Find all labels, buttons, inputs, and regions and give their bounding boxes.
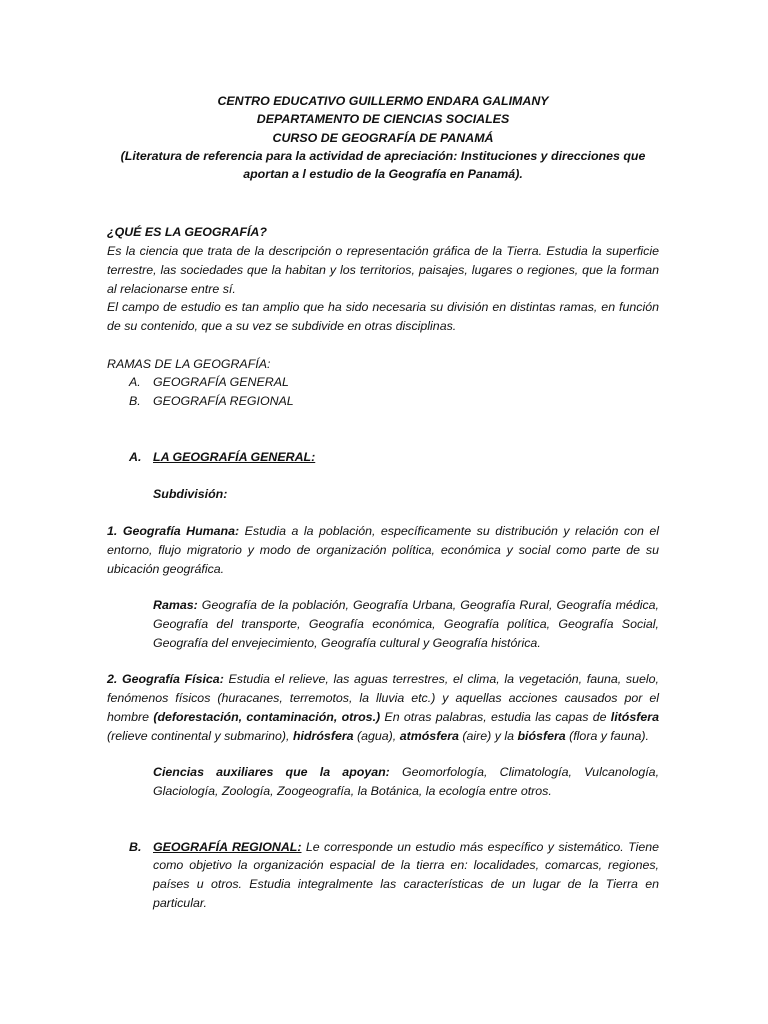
scope-paragraph: El campo de estudio es tan amplio que ha sido necesaria su división en distintas ramas, en función de su contenido, que a su vez se subdivide en otras disciplinas.	[107, 300, 659, 333]
section-heading-general: LA GEOGRAFÍA GENERAL:	[153, 449, 316, 464]
fisica-text: (agua),	[353, 728, 400, 743]
school-name: CENTRO EDUCATIVO GUILLERMO ENDARA GALIMANY	[217, 94, 549, 108]
spacer	[107, 745, 659, 763]
spacer	[107, 183, 659, 223]
document-body	[107, 92, 659, 912]
fisica-text: En otras palabras, estudia las capas de	[380, 709, 611, 724]
list-item	[107, 392, 659, 411]
document-header	[107, 92, 659, 183]
spacer	[107, 801, 659, 838]
fisica-text: (flora y fauna).	[565, 728, 650, 743]
humana-ramas-text: Geografía de la población, Geografía Urbana, Geografía Rural, Geografía médica, Geografía del transporte, Geografía económica, Geografía política, Geografía Social, Geografía del envejecimiento, Geografía cultural y Geografía histórica.	[153, 598, 659, 650]
fisica-text: Estudia el relieve, las aguas terrestres, el clima, la vegetación, fauna, suelo, fenómenos físicos (huracanes, terremotos, la lluvia etc.) y aquellas acciones causados por el hombre	[107, 672, 659, 724]
humana-ramas-paragraph	[107, 596, 659, 652]
spacer	[107, 578, 659, 596]
list-item	[107, 373, 659, 392]
regional-text: Le corresponde un estudio más específico y sistemático. Tiene como objetivo la organización espacial de la tierra en: localidades, comarcas, regiones, países u otros. Estudia integralmente las características de un lugar de la Tierra en particular.	[153, 839, 659, 910]
fisica-text: (relieve continental y submarino),	[107, 728, 293, 743]
fisica-human-actions: (deforestación, contaminación, otros.)	[153, 709, 381, 724]
course-name: CURSO DE GEOGRAFÍA DE PANAMÁ	[272, 130, 494, 145]
ciencias-auxiliares-label: Ciencias auxiliares que la apoyan:	[153, 765, 390, 780]
spacer	[107, 336, 659, 355]
ciencias-auxiliares-text: Geomorfología, Climatología, Vulcanología, Glaciología, Zoología, Zoogeografía, la Botánica, la ecología entre otros.	[153, 765, 660, 798]
section-general	[107, 448, 659, 467]
section-heading-que-es: ¿QUÉ ES LA GEOGRAFÍA?	[107, 225, 267, 240]
ramas-list	[107, 373, 659, 410]
ciencias-auxiliares-paragraph	[107, 763, 659, 800]
term-atmosfera: atmósfera	[399, 728, 459, 743]
list-item-label: GEOGRAFÍA GENERAL	[153, 375, 289, 390]
section-heading-regional: GEOGRAFÍA REGIONAL:	[153, 839, 302, 854]
geografia-humana-paragraph	[107, 522, 659, 578]
regional-paragraph	[153, 838, 659, 913]
humana-ramas-label: Ramas:	[153, 598, 198, 613]
geografia-fisica-paragraph	[107, 670, 659, 745]
term-biosfera: biósfera	[517, 728, 566, 743]
ramas-heading: RAMAS DE LA GEOGRAFÍA:	[107, 356, 271, 371]
spacer	[107, 411, 659, 448]
geografia-fisica-title: 2. Geografía Física:	[107, 672, 224, 687]
list-item-label: GEOGRAFÍA REGIONAL	[153, 394, 294, 409]
reference-note: (Literatura de referencia para la actividad de apreciación: Instituciones y direcciones que aportan a l estudio de la Geografía en Panamá).	[120, 148, 646, 182]
subdivision-label: Subdivisión:	[153, 486, 228, 501]
spacer	[107, 652, 659, 670]
section-marker: A.	[129, 449, 142, 464]
spacer	[107, 503, 659, 522]
definition-paragraph: Es la ciencia que trata de la descripción o representación gráfica de la Tierra. Estudia la superficie terrestre, las sociedades que la habitan y los territorios, paisajes, lugares o regiones, que la forman al relacionarse entre sí.	[107, 244, 659, 296]
section-regional	[107, 838, 659, 913]
list-marker: B.	[129, 394, 141, 409]
list-marker: A.	[129, 375, 141, 390]
section-marker: B.	[129, 839, 142, 854]
geografia-humana-title: 1. Geografía Humana:	[107, 524, 240, 539]
spacer	[107, 467, 659, 485]
term-litosfera: litósfera	[610, 709, 659, 724]
geografia-humana-text: Estudia a la población, específicamente su distribución y relación con el entorno, flujo migratorio y modo de organización política, económica y social como parte de su ubicación geográfica.	[107, 524, 659, 576]
department-name: DEPARTAMENTO DE CIENCIAS SOCIALES	[256, 112, 510, 127]
term-hidrosfera: hidrósfera	[292, 728, 354, 743]
fisica-text: (aire) y la	[458, 728, 518, 743]
